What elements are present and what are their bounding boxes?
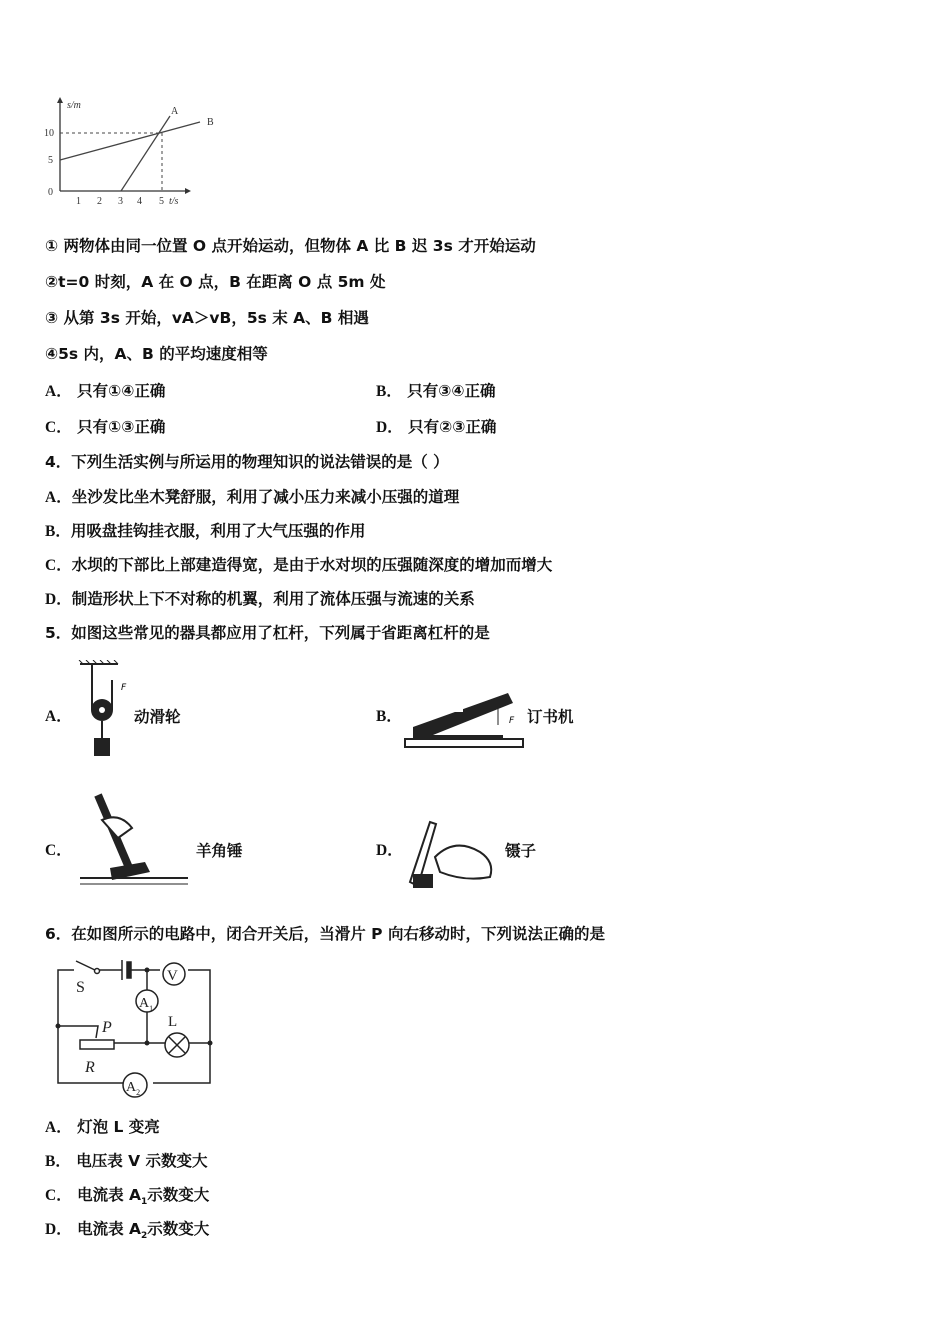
circuit-diagram (50, 958, 230, 1098)
q5-option-b-key[interactable]: B． (376, 708, 402, 725)
s-t-graph (40, 95, 230, 210)
resistor-label: R (85, 1059, 95, 1076)
xtick: 2 (97, 196, 102, 207)
option-text: 灯泡 L 变亮 (77, 1118, 160, 1136)
graph-ylabel: s/m (67, 100, 81, 111)
option-key: C． (45, 557, 72, 574)
tweezers-image (405, 812, 500, 892)
movable-pulley-image (78, 660, 138, 760)
option-key: D． (45, 591, 72, 608)
force-label: F (509, 716, 515, 726)
option-key: B． (376, 383, 402, 400)
option-key: A． (45, 489, 72, 506)
option-key: D． (376, 419, 403, 436)
option-text: 电压表 V 示数变大 (76, 1152, 208, 1170)
option-text: 示数变大 (147, 1220, 210, 1238)
ytick: 10 (44, 128, 54, 139)
a1-label: A (139, 996, 150, 1011)
q5-option-d-text: 镊子 (505, 842, 537, 860)
q3-option-a[interactable] (45, 381, 165, 402)
option-text: 只有③④正确 (407, 382, 496, 400)
option-key: B． (45, 523, 71, 540)
q6-option-b[interactable] (45, 1151, 208, 1172)
subscript: 2 (141, 1231, 148, 1242)
claw-hammer-image (80, 790, 190, 890)
xtick: 5 (159, 196, 164, 207)
statement-3: ③ 从第 3s 开始，vA＞vB，5s 末 A、B 相遇 (45, 309, 369, 327)
line-b (60, 122, 200, 160)
q5-option-c-text: 羊角锤 (196, 842, 243, 860)
xtick: 4 (137, 196, 142, 207)
option-text: 只有①③正确 (77, 418, 166, 436)
option-text: 示数变大 (147, 1186, 210, 1204)
lamp-label: L (168, 1014, 178, 1030)
statement-2: ②t=0 时刻，A 在 O 点，B 在距离 O 点 5m 处 (45, 273, 386, 291)
q4-option-a[interactable] (45, 487, 459, 508)
q3-option-b[interactable] (376, 381, 496, 402)
slider-label: P (102, 1019, 112, 1036)
q5-option-a-key[interactable]: A． (45, 708, 72, 725)
q4-option-b[interactable] (45, 521, 365, 542)
option-text: 电流表 A (77, 1220, 142, 1238)
q5-option-d-key[interactable]: D． (376, 842, 403, 859)
graph-xlabel: t/s (169, 196, 179, 207)
q6-option-c[interactable] (45, 1185, 209, 1212)
q5-stem: 5．如图这些常见的器具都应用了杠杆，下列属于省距离杠杆的是 (45, 624, 490, 642)
option-text: 水坝的下部比上部建造得宽，是由于水对坝的压强随深度的增加而增大 (71, 556, 553, 574)
q6-option-a[interactable] (45, 1117, 160, 1138)
label-a: A (171, 106, 179, 117)
force-label: F (121, 683, 127, 693)
line-a (121, 116, 170, 191)
switch-label: S (76, 979, 85, 996)
switch (76, 961, 97, 971)
q5-option-c-key[interactable]: C． (45, 842, 72, 859)
option-text: 电流表 A (77, 1186, 142, 1204)
option-text: 坐沙发比坐木凳舒服，利用了减小压力来减小压强的道理 (71, 488, 460, 506)
q6-option-d[interactable] (45, 1219, 209, 1246)
ytick: 5 (48, 155, 53, 166)
q4-option-c[interactable] (45, 555, 552, 576)
statement-4: ④5s 内，A、B 的平均速度相等 (45, 345, 268, 363)
option-key: A． (45, 383, 72, 400)
a2-sub: 2 (136, 1088, 141, 1097)
q4-stem: 4．下列生活实例与所运用的物理知识的说法错误的是（ ） (45, 453, 449, 471)
stapler-image (403, 685, 528, 755)
q3-option-c[interactable] (45, 417, 165, 438)
resistor (80, 1040, 114, 1049)
option-key: A． (45, 1119, 72, 1136)
label-b: B (207, 117, 214, 128)
option-text: 用吸盘挂钩挂衣服，利用了大气压强的作用 (70, 522, 366, 540)
voltmeter-label: V (167, 968, 178, 984)
q5-option-a-text: 动滑轮 (134, 708, 181, 726)
option-text: 只有①④正确 (77, 382, 166, 400)
option-key: B． (45, 1153, 71, 1170)
a1-sub: 1 (149, 1004, 154, 1013)
statement-1: ① 两物体由同一位置 O 点开始运动，但物体 A 比 B 迟 3s 才开始运动 (45, 237, 536, 255)
option-text: 制造形状上下不对称的机翼，利用了流体压强与流速的关系 (71, 590, 475, 608)
xtick: 3 (118, 196, 123, 207)
option-key: C． (45, 419, 72, 436)
option-text: 只有②③正确 (408, 418, 497, 436)
q3-option-d[interactable] (376, 417, 496, 438)
xtick: 1 (76, 196, 81, 207)
q6-stem: 6．在如图所示的电路中，闭合开关后，当滑片 P 向右移动时，下列说法正确的是 (45, 925, 605, 943)
q4-option-d[interactable] (45, 589, 475, 610)
option-key: C． (45, 1187, 72, 1204)
subscript: 1 (141, 1197, 148, 1208)
a2-label: A (126, 1080, 137, 1095)
ytick: 0 (48, 187, 53, 198)
option-key: D． (45, 1221, 72, 1238)
q5-option-b-text: 订书机 (527, 708, 574, 726)
